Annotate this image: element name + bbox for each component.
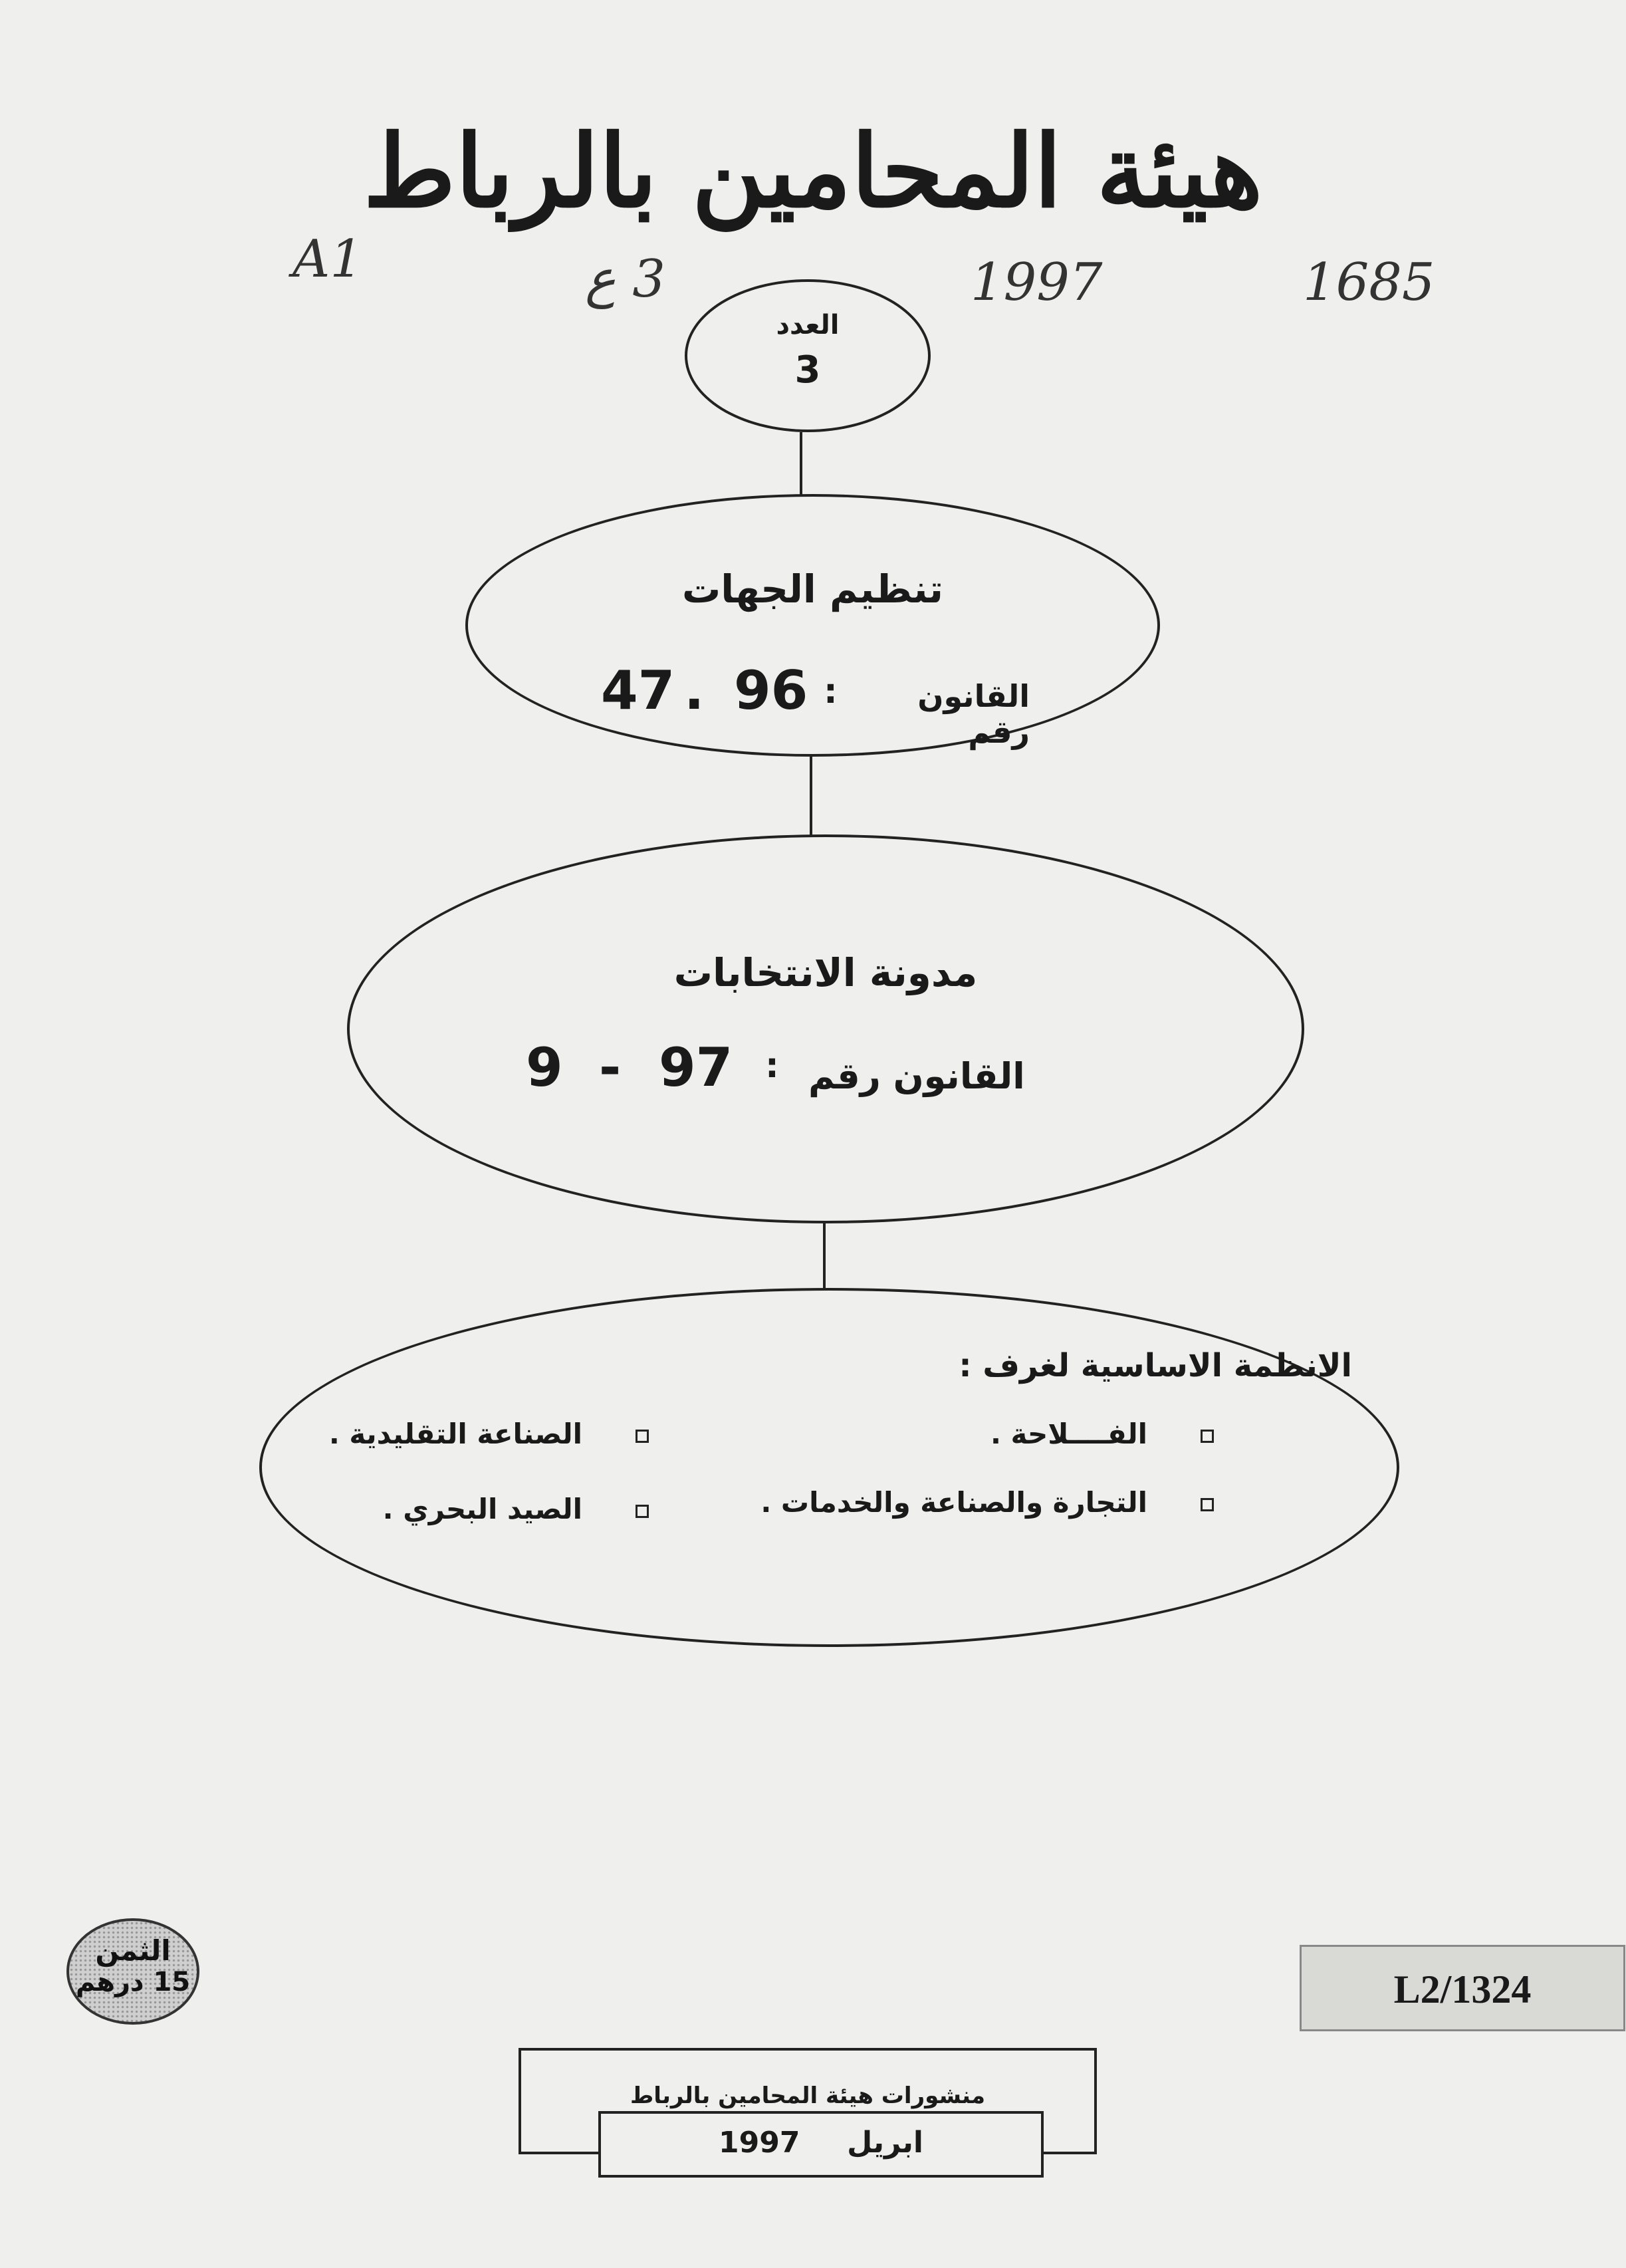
section1-law-b: 47 [601, 660, 675, 721]
section2-ellipse [347, 834, 1304, 1223]
checkbox-square-icon [636, 1430, 649, 1443]
section1-law-line [601, 660, 1030, 750]
section1-law-colon: : [824, 672, 838, 711]
date-box [598, 2111, 1044, 2178]
handwritten-note-4: 1685 [1303, 253, 1435, 313]
price-value: 15 درهم [75, 1967, 191, 1997]
connector-line-3 [823, 1223, 826, 1290]
publisher-text: منشورات هيئة المحامين بالرباط [630, 2082, 985, 2109]
connector-line-1 [800, 432, 802, 495]
section2-law-colon: : [765, 1046, 779, 1086]
issue-number: 3 [794, 348, 821, 392]
list-item [990, 1418, 1214, 1450]
issue-ellipse [685, 279, 931, 432]
section2-law-dash: - [599, 1037, 622, 1098]
section1-law-label: القانون رقم [917, 678, 1030, 750]
section1-law-a: 96 [734, 660, 808, 721]
list-item-label: الصيد البحري . [382, 1493, 582, 1525]
issue-label: العدد [776, 310, 840, 340]
date-year: 1997 [719, 2126, 800, 2160]
list-item-label: التجارة والصناعة والخدمات . [760, 1486, 1147, 1519]
connector-line-2 [810, 757, 812, 836]
section2-law-b: 9 [526, 1037, 563, 1098]
list-item [760, 1486, 1214, 1519]
handwritten-note-2: 3 ع [585, 249, 665, 309]
date-month: ابريل [847, 2126, 923, 2160]
handwritten-note-1: A1 [292, 229, 363, 289]
section2-heading: مدونة الانتخابات [673, 950, 978, 995]
handwritten-note-3: 1997 [971, 253, 1103, 313]
section1-ellipse [465, 494, 1160, 757]
publication-date [601, 2126, 1041, 2160]
section3-ellipse [259, 1288, 1399, 1647]
checkbox-square-icon [1201, 1498, 1214, 1511]
section1-law-dot: . [684, 660, 705, 721]
list-item-label: الصناعة التقليدية . [328, 1418, 582, 1450]
publication-title: هيئة المحامين بالرباط [363, 113, 1263, 230]
library-call-number-label [1300, 1945, 1625, 2031]
section3-heading: الانظمة الاساسية لغرف : [959, 1347, 1352, 1384]
library-call-number: L2/1324 [1393, 1967, 1532, 2011]
price-label: الثمن [95, 1934, 171, 1967]
checkbox-square-icon [636, 1505, 649, 1518]
list-item [383, 1493, 649, 1525]
section1-heading: تنظيم الجهات [681, 567, 944, 612]
list-item [329, 1418, 649, 1450]
section2-law-line [526, 1037, 1058, 1110]
section2-law-label: القانون رقم [808, 1055, 1025, 1097]
checkbox-square-icon [1201, 1430, 1214, 1443]
section2-law-a: 97 [659, 1037, 733, 1098]
list-item-label: الفــــلاحة . [990, 1418, 1147, 1450]
price-stamp [66, 1918, 199, 2025]
